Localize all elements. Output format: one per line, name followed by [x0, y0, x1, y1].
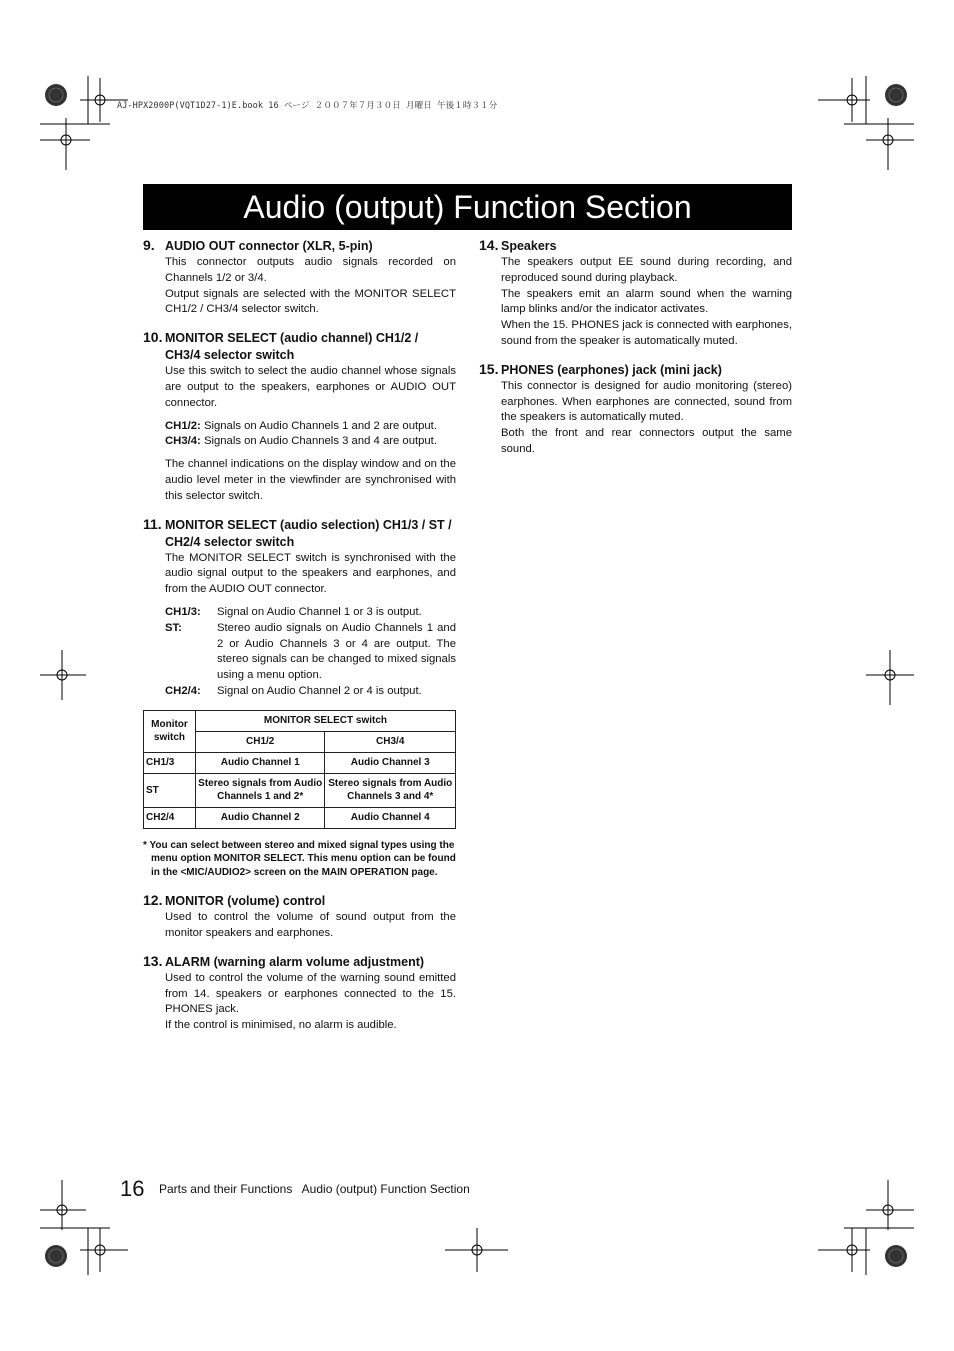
paragraph: This connector outputs audio signals recorded on Channels 1/2 or 3/4. [165, 256, 456, 284]
section-11 [143, 517, 456, 880]
paragraph: The channel indications on the display window and on the audio level meter in the viewfinder are synchronised with this selector switch. [165, 458, 456, 502]
section-title: ALARM (warning alarm volume adjustment) [165, 954, 425, 969]
paragraph: The speakers emit an alarm sound when the warning lamp blinks and/or the indicator activates. [501, 287, 792, 316]
section-12 [143, 893, 456, 942]
table-row: CH2/4 Audio Channel 2 Audio Channel 4 [144, 807, 456, 828]
paragraph: When the 15. PHONES jack is connected with earphones, sound from the speaker is automatically muted. [501, 319, 792, 347]
section-15 [479, 362, 792, 458]
section-14 [479, 238, 792, 350]
section-title: MONITOR (volume) control [165, 894, 326, 909]
footer-breadcrumb: Parts and their Functions Audio (output) Function Section [158, 1182, 470, 1196]
table-col-header: CH3/4 [325, 731, 456, 752]
paragraph: The MONITOR SELECT switch is synchronised with the audio signal output to the speakers and earphones, and from the AUDIO OUT connector. [165, 551, 456, 596]
paragraph: Use this switch to select the audio channel whose signals are output to the speakers, earphones or AUDIO OUT connector. [165, 365, 456, 409]
page-footer [120, 1176, 470, 1202]
section-number: 11. [143, 515, 162, 532]
table-col-header: CH1/2 [195, 731, 325, 752]
section-number: 14. [479, 237, 499, 253]
definition-ch24: CH2/4: Signal on Audio Channel 2 or 4 is output. [165, 684, 422, 697]
section-title: AUDIO OUT connector (XLR, 5-pin) [165, 239, 373, 253]
section-number: 13. [143, 952, 163, 969]
page-number: 16 [120, 1176, 145, 1201]
paragraph: Used to control the volume of the warning sound emitted from 14. speakers or earphones connected to the 15. PHONES jack. [165, 971, 456, 1016]
paragraph: Used to control the volume of sound output from the monitor speakers and earphones. [165, 911, 456, 940]
definition-ch13: CH1/3: Signal on Audio Channel 1 or 3 is output. [165, 605, 422, 618]
right-column [479, 238, 792, 470]
section-number: 15. [479, 360, 499, 377]
print-header-line: AJ-HPX2000P(VQT1D27-1)E.book 16 ページ ２００７年７月３０日 月曜日 午後１時３１分 [117, 101, 498, 111]
definition-ch12: CH1/2: Signals on Audio Channels 1 and 2 are output. [165, 419, 437, 432]
table-group-header: MONITOR SELECT switch [195, 710, 455, 731]
definition-st: ST: Stereo audio signals on Audio Channels 1 and 2 or Audio Channels 3 or 4 are output. The stereo signals can be changed to mixed signals using a menu option. [165, 621, 456, 682]
section-10 [143, 330, 456, 504]
section-number: 10. [143, 329, 163, 346]
section-13 [143, 954, 456, 1034]
section-title: Speakers [501, 239, 557, 253]
section-title: MONITOR SELECT (audio selection) CH1/3 / ST / CH2/4 selector switch [165, 517, 452, 549]
table-footnote: * You can select between stereo and mixed signal types using the menu option MONITOR SELECT. This menu option can be found in the <MIC/AUDIO2> screen on the MAIN OPERATION page. [143, 839, 456, 878]
section-title: PHONES (earphones) jack (mini jack) [501, 362, 722, 377]
section-9 [143, 238, 456, 318]
page-title: Audio (output) Function Section [143, 184, 792, 230]
table-corner-header: Monitor switch [144, 710, 196, 752]
paragraph: If the control is minimised, no alarm is audible. [165, 1019, 397, 1032]
paragraph: This connector is designed for audio monitoring (stereo) earphones. When earphones are connected, sound from the speakers is automatically muted. [501, 379, 792, 424]
section-title: MONITOR SELECT (audio channel) CH1/2 / CH3/4 selector switch [165, 331, 419, 363]
paragraph: Both the front and rear connectors output the same sound. [501, 427, 792, 455]
section-number: 12. [143, 892, 163, 909]
table-row: ST Stereo signals from Audio Channels 1 and 2* Stereo signals from Audio Channels 3 and 4* [144, 773, 456, 807]
monitor-select-table [143, 710, 456, 829]
paragraph: Output signals are selected with the MONITOR SELECT CH1/2 / CH3/4 selector switch. [165, 287, 456, 316]
paragraph: The speakers output EE sound during recording, and reproduced sound during playback. [501, 256, 792, 284]
left-column [143, 238, 456, 1046]
section-number: 9. [143, 237, 155, 253]
definition-ch34: CH3/4: Signals on Audio Channels 3 and 4 are output. [165, 435, 437, 448]
table-row: CH1/3 Audio Channel 1 Audio Channel 3 [144, 752, 456, 773]
